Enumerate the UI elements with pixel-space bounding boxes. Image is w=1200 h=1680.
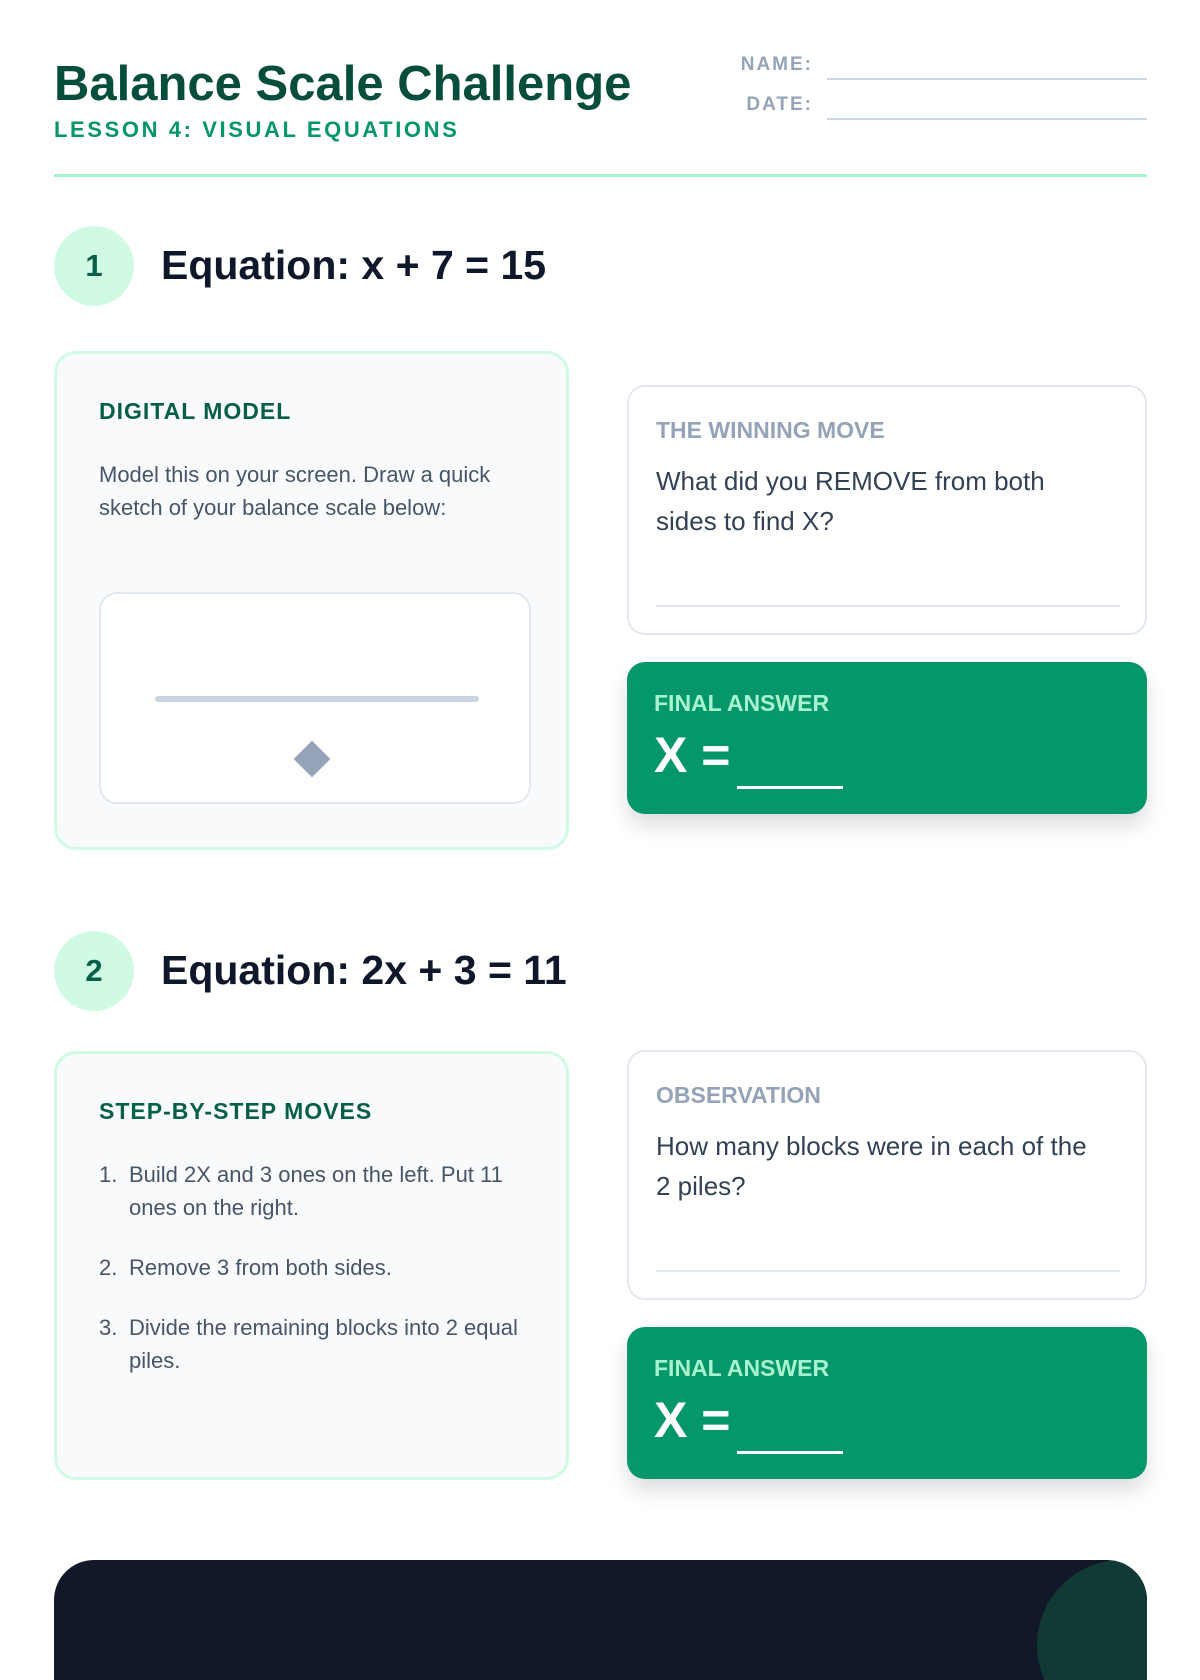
step-by-step-card (54, 1051, 569, 1480)
step-number: 1. (99, 1162, 118, 1187)
worksheet-page (54, 0, 1147, 1600)
banner-accent-shape (1037, 1560, 1147, 1680)
problem-equation: Equation: 2x + 3 = 11 (161, 947, 567, 993)
step-text: Remove 3 from both sides. (129, 1255, 392, 1280)
name-row (717, 52, 1147, 92)
question-text: How many blocks were in each of the 2 piles? (656, 1131, 1087, 1201)
page-title: Balance Scale Challenge (54, 57, 632, 111)
card-title: DIGITAL MODEL (99, 398, 292, 424)
final-answer-card (627, 662, 1147, 814)
worksheet-header (54, 0, 1147, 176)
final-answer-card (627, 1327, 1147, 1479)
answer-line[interactable] (656, 1270, 1120, 1272)
name-label: NAME: (740, 54, 813, 75)
steps-list (99, 1158, 519, 1404)
problem-2-heading (54, 931, 1147, 1011)
list-item (99, 1311, 519, 1377)
step-text: Build 2X and 3 ones on the left. Put 11 ones on the right. (129, 1162, 503, 1220)
answer-blank[interactable] (737, 786, 843, 789)
lesson-subtitle: LESSON 4: VISUAL EQUATIONS (54, 117, 460, 142)
card-title: STEP-BY-STEP MOVES (99, 1098, 373, 1124)
answer-line[interactable] (656, 605, 1120, 607)
problem-number-badge: 1 (54, 226, 134, 306)
student-info (717, 52, 1147, 132)
digital-model-card (54, 351, 569, 850)
final-answer-label: FINAL ANSWER (654, 690, 830, 716)
scale-beam-icon (155, 696, 479, 702)
list-item (99, 1251, 519, 1284)
answer-variable: X = (654, 1392, 731, 1448)
answer-blank[interactable] (737, 1451, 843, 1454)
list-item (99, 1158, 519, 1224)
header-divider (54, 174, 1147, 177)
card-instructions: Model this on your screen. Draw a quick sketch of your balance scale below: (99, 462, 491, 520)
winning-move-card (627, 385, 1147, 635)
answer-variable: X = (654, 727, 731, 783)
step-number: 2. (99, 1255, 118, 1280)
step-text: Divide the remaining blocks into 2 equal piles. (129, 1315, 518, 1373)
bottom-banner (54, 1560, 1147, 1680)
final-answer-label: FINAL ANSWER (654, 1355, 830, 1381)
date-field[interactable] (827, 118, 1147, 120)
observation-card (627, 1050, 1147, 1300)
name-field[interactable] (827, 78, 1147, 80)
fulcrum-icon (294, 741, 331, 778)
sketch-area[interactable] (99, 592, 531, 804)
problem-number-badge: 2 (54, 931, 134, 1011)
problem-equation: Equation: x + 7 = 15 (161, 242, 547, 288)
question-label: OBSERVATION (656, 1082, 821, 1108)
step-number: 3. (99, 1315, 118, 1340)
date-label: DATE: (746, 94, 813, 115)
question-text: What did you REMOVE from both sides to find X? (656, 466, 1045, 536)
problem-1-heading (54, 226, 1147, 306)
question-label: THE WINNING MOVE (656, 417, 885, 443)
date-row (717, 92, 1147, 132)
